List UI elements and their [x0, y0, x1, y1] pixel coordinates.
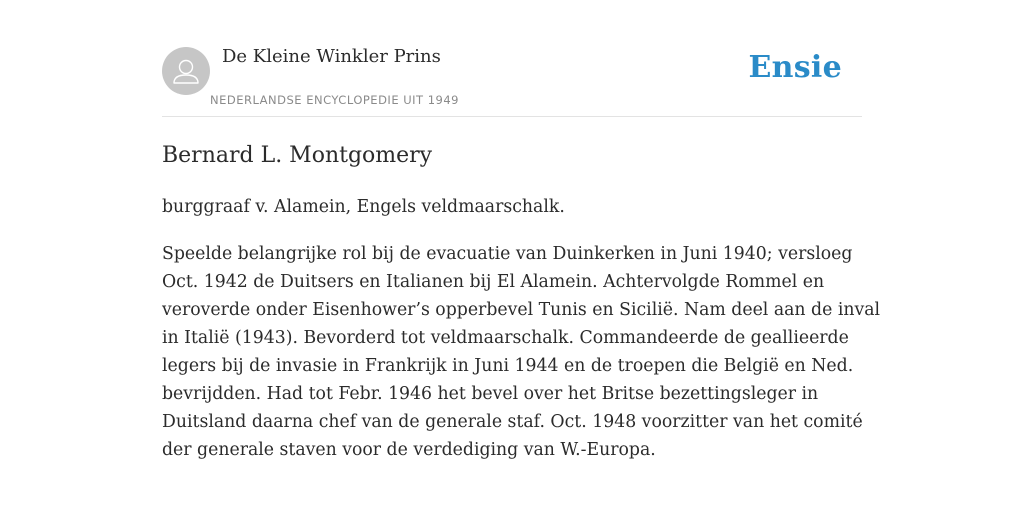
body-line: veroverde onder Eisenhower’s opperbevel Tunis en Sicilië. Nam deel aan de inval [162, 300, 881, 320]
body-line: Duitsland daarna chef van de generale staf. Oct. 1948 voorzitter van het comité [162, 412, 863, 432]
body-line: Speelde belangrijke rol bij de evacuatie van Duinkerken in Juni 1940; versloeg [162, 244, 853, 264]
user-silhouette-icon [162, 47, 210, 95]
source-title[interactable]: De Kleine Winkler Prins [222, 46, 441, 67]
article-title: Bernard L. Montgomery [162, 143, 433, 168]
body-line: Oct. 1942 de Duitsers en Italianen bij El Alamein. Achtervolgde Rommel en [162, 272, 825, 292]
body-line: legers bij de invasie in Frankrijk in Juni 1944 en de troepen die België en Ned. [162, 356, 854, 376]
article-lead: burggraaf v. Alamein, Engels veldmaarschalk. [162, 197, 565, 217]
body-line: bevrijdden. Had tot Febr. 1946 het bevel over het Britse bezettingsleger in [162, 384, 819, 404]
avatar[interactable] [162, 47, 210, 95]
source-header [162, 0, 862, 117]
page-container [162, 0, 881, 464]
source-subtitle: NEDERLANDSE ENCYCLOPEDIE UIT 1949 [210, 93, 459, 107]
brand-logo[interactable]: Ensie [748, 50, 842, 85]
body-line: der generale staven voor de verdediging van W.-Europa. [162, 440, 656, 460]
body-line: in Italië (1943). Bevorderd tot veldmaarschalk. Commandeerde de geallieerde [162, 328, 849, 348]
article-body [162, 240, 881, 464]
